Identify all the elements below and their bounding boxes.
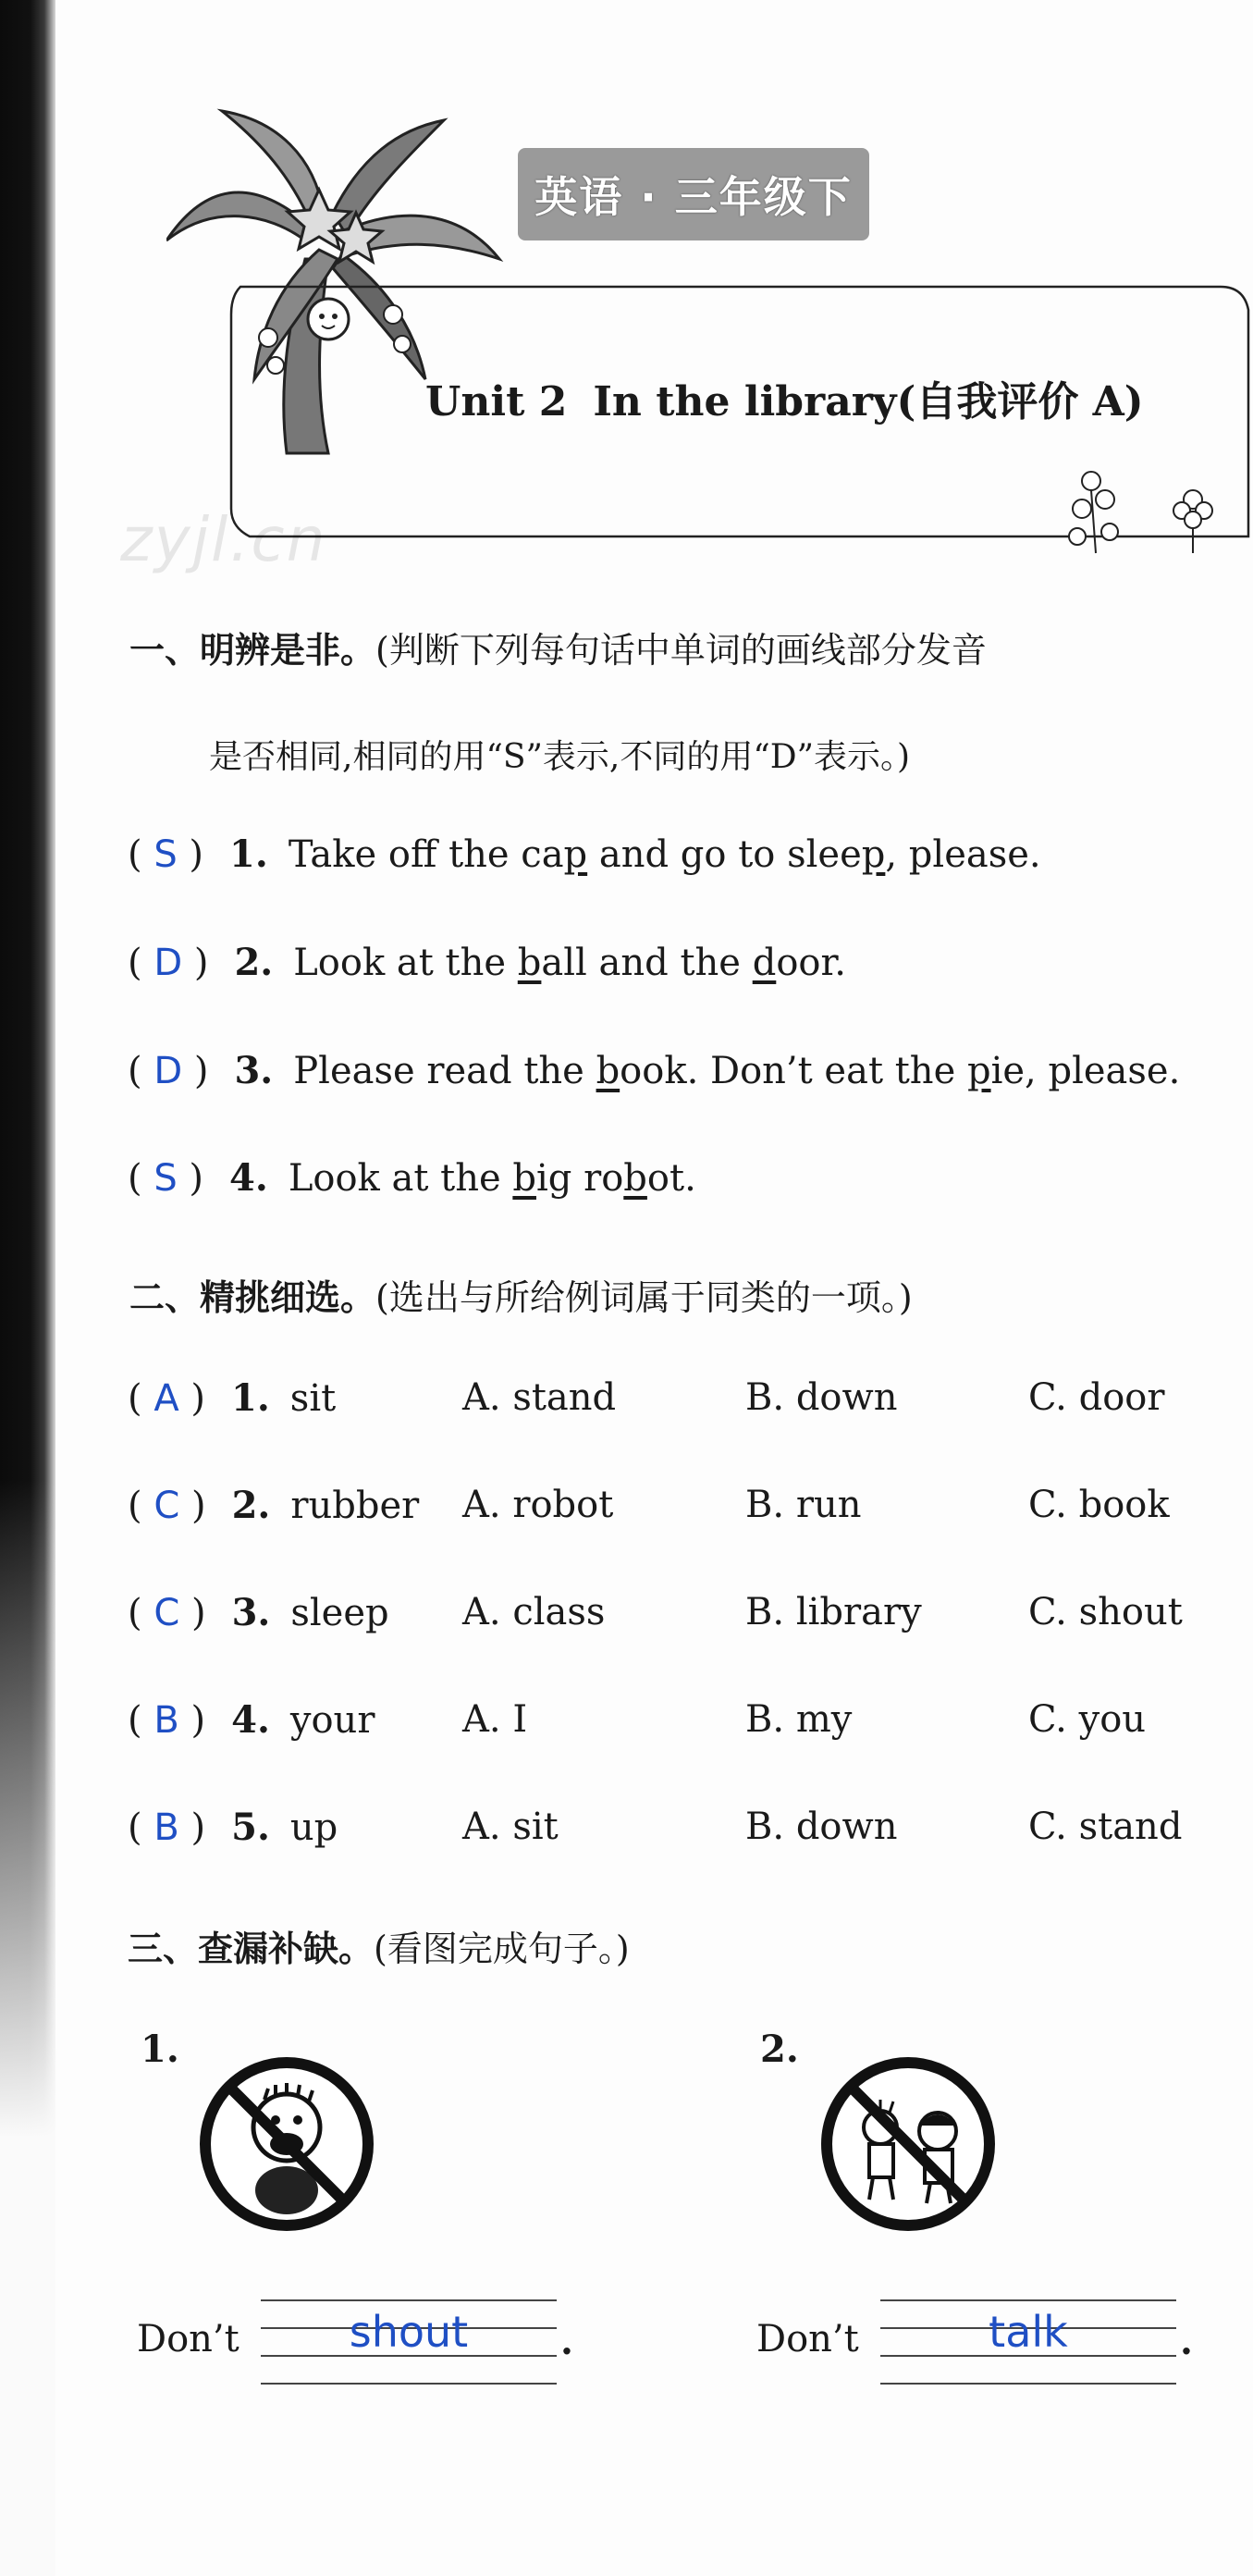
- section2-instruction: (选出与所给例词属于同类的一项。): [375, 1277, 913, 1318]
- text: and go to slee: [587, 833, 862, 876]
- grade-badge: 英语 · 三年级下: [518, 148, 869, 240]
- text: Take off the ca: [288, 833, 564, 876]
- option-b: B. library: [745, 1591, 922, 1633]
- answer-paren: ( B ): [128, 1699, 206, 1742]
- option-c: C. you: [1028, 1698, 1147, 1741]
- answer: C: [154, 1592, 180, 1634]
- option-a: A. sit: [462, 1806, 559, 1848]
- item-number: 4.: [231, 1698, 270, 1742]
- section3-title: [128, 1920, 630, 1971]
- option-c: C. door: [1028, 1376, 1165, 1419]
- underlined: b: [517, 942, 542, 984]
- option-c: C. stand: [1028, 1806, 1183, 1848]
- answer: S: [154, 1157, 178, 1200]
- underlined: d: [752, 942, 777, 984]
- example-word: up: [289, 1806, 338, 1849]
- text: Look at the: [288, 1157, 513, 1200]
- sentence-prefix-2: Don’t: [756, 2318, 859, 2360]
- s2-item-3: [128, 1591, 389, 1634]
- option-b: B. down: [745, 1376, 898, 1419]
- section1-instruction-cont: 是否相同,相同的用“S”表示,不同的用“D”表示。): [209, 738, 911, 776]
- period-1: .: [560, 2320, 573, 2363]
- section1-title: [129, 622, 987, 672]
- s2-item-2: [128, 1484, 419, 1527]
- underlined: p: [563, 833, 588, 876]
- item-number: 1.: [229, 832, 268, 876]
- underlined: b: [623, 1157, 647, 1200]
- text: all and the: [541, 942, 753, 984]
- answer: B: [154, 1806, 179, 1849]
- option-b: B. down: [745, 1806, 898, 1848]
- section2-heading: 二、精挑细选。: [129, 1277, 376, 1318]
- underlined: p: [861, 833, 886, 876]
- answer: D: [154, 942, 183, 984]
- option-b: B. my: [745, 1698, 853, 1741]
- answer-paren: ( S ): [128, 1157, 204, 1200]
- item-number: 4.: [229, 1156, 268, 1200]
- option-a: A. stand: [462, 1376, 617, 1419]
- answer: C: [154, 1485, 180, 1527]
- s1-item-3: [128, 1049, 1180, 1092]
- text: Look at the: [293, 942, 518, 984]
- answer: A: [154, 1377, 179, 1420]
- no-talking-icon: [816, 2052, 1001, 2237]
- text: ook. Don’t eat the: [620, 1050, 967, 1092]
- section2-title: [129, 1269, 913, 1320]
- answer: D: [154, 1050, 183, 1092]
- answer-blank-2[interactable]: talk: [989, 2307, 1068, 2357]
- s2-item-4: [128, 1698, 375, 1742]
- answer-paren: ( B ): [128, 1806, 206, 1849]
- option-a: A. robot: [462, 1484, 614, 1526]
- item-number: 5.: [231, 1806, 270, 1849]
- example-word: sleep: [290, 1592, 389, 1634]
- text: , please.: [885, 833, 1041, 876]
- example-word: rubber: [290, 1485, 420, 1527]
- item-number: 3.: [231, 1591, 271, 1634]
- picture-number-1: 1.: [141, 2028, 179, 2071]
- option-c: C. book: [1028, 1484, 1170, 1526]
- item-number: 1.: [231, 1376, 270, 1420]
- item-number: 2.: [231, 1484, 271, 1527]
- answer-blank-1[interactable]: shout: [349, 2307, 469, 2357]
- flowers-icon: [1054, 444, 1230, 555]
- example-word: sit: [289, 1377, 337, 1420]
- picture-number-2: 2.: [760, 2028, 799, 2071]
- sentence-prefix-1: Don’t: [137, 2318, 240, 2360]
- unit-number: Unit 2: [425, 378, 568, 425]
- section1-instruction: (判断下列每句话中单词的画线部分发音: [375, 630, 987, 671]
- answer-paren: ( A ): [128, 1377, 206, 1420]
- answer: S: [154, 833, 178, 876]
- underlined: b: [596, 1050, 620, 1092]
- s1-item-1: [128, 832, 1041, 876]
- text: ot.: [646, 1157, 696, 1200]
- no-shouting-icon: [194, 2052, 379, 2237]
- section1-heading: 一、明辨是非。: [129, 630, 376, 671]
- s2-item-5: [128, 1806, 338, 1849]
- s2-item-1: [128, 1376, 336, 1420]
- answer-paren: ( D ): [128, 942, 209, 984]
- option-a: A. I: [462, 1698, 528, 1741]
- option-b: B. run: [745, 1484, 862, 1526]
- answer-paren: ( S ): [128, 833, 204, 876]
- text: oor.: [776, 942, 846, 984]
- answer-paren: ( C ): [128, 1592, 206, 1634]
- option-c: C. shout: [1028, 1591, 1183, 1633]
- section3-heading: 三、查漏补缺。: [128, 1929, 375, 1969]
- answer-paren: ( D ): [128, 1050, 209, 1092]
- text: ie, please.: [990, 1050, 1181, 1092]
- underlined: b: [512, 1157, 536, 1200]
- worksheet-page: [55, 0, 1253, 2576]
- period-2: .: [1180, 2320, 1193, 2363]
- text: ig ro: [535, 1157, 624, 1200]
- section3-instruction: (看图完成句子。): [374, 1929, 630, 1969]
- answer-paren: ( C ): [128, 1485, 206, 1527]
- unit-name: In the library(自我评价 A): [593, 378, 1144, 425]
- text: Please read the: [293, 1050, 596, 1092]
- option-a: A. class: [462, 1591, 606, 1633]
- s1-item-2: [128, 941, 846, 984]
- spine-fade: [0, 1480, 55, 2576]
- item-number: 2.: [234, 941, 274, 984]
- answer: B: [154, 1699, 179, 1742]
- unit-title: [425, 368, 1144, 427]
- example-word: your: [289, 1699, 375, 1742]
- underlined: p: [966, 1050, 991, 1092]
- watermark: zyjl.cn: [120, 504, 327, 575]
- s1-item-4: [128, 1156, 696, 1200]
- item-number: 3.: [234, 1049, 274, 1092]
